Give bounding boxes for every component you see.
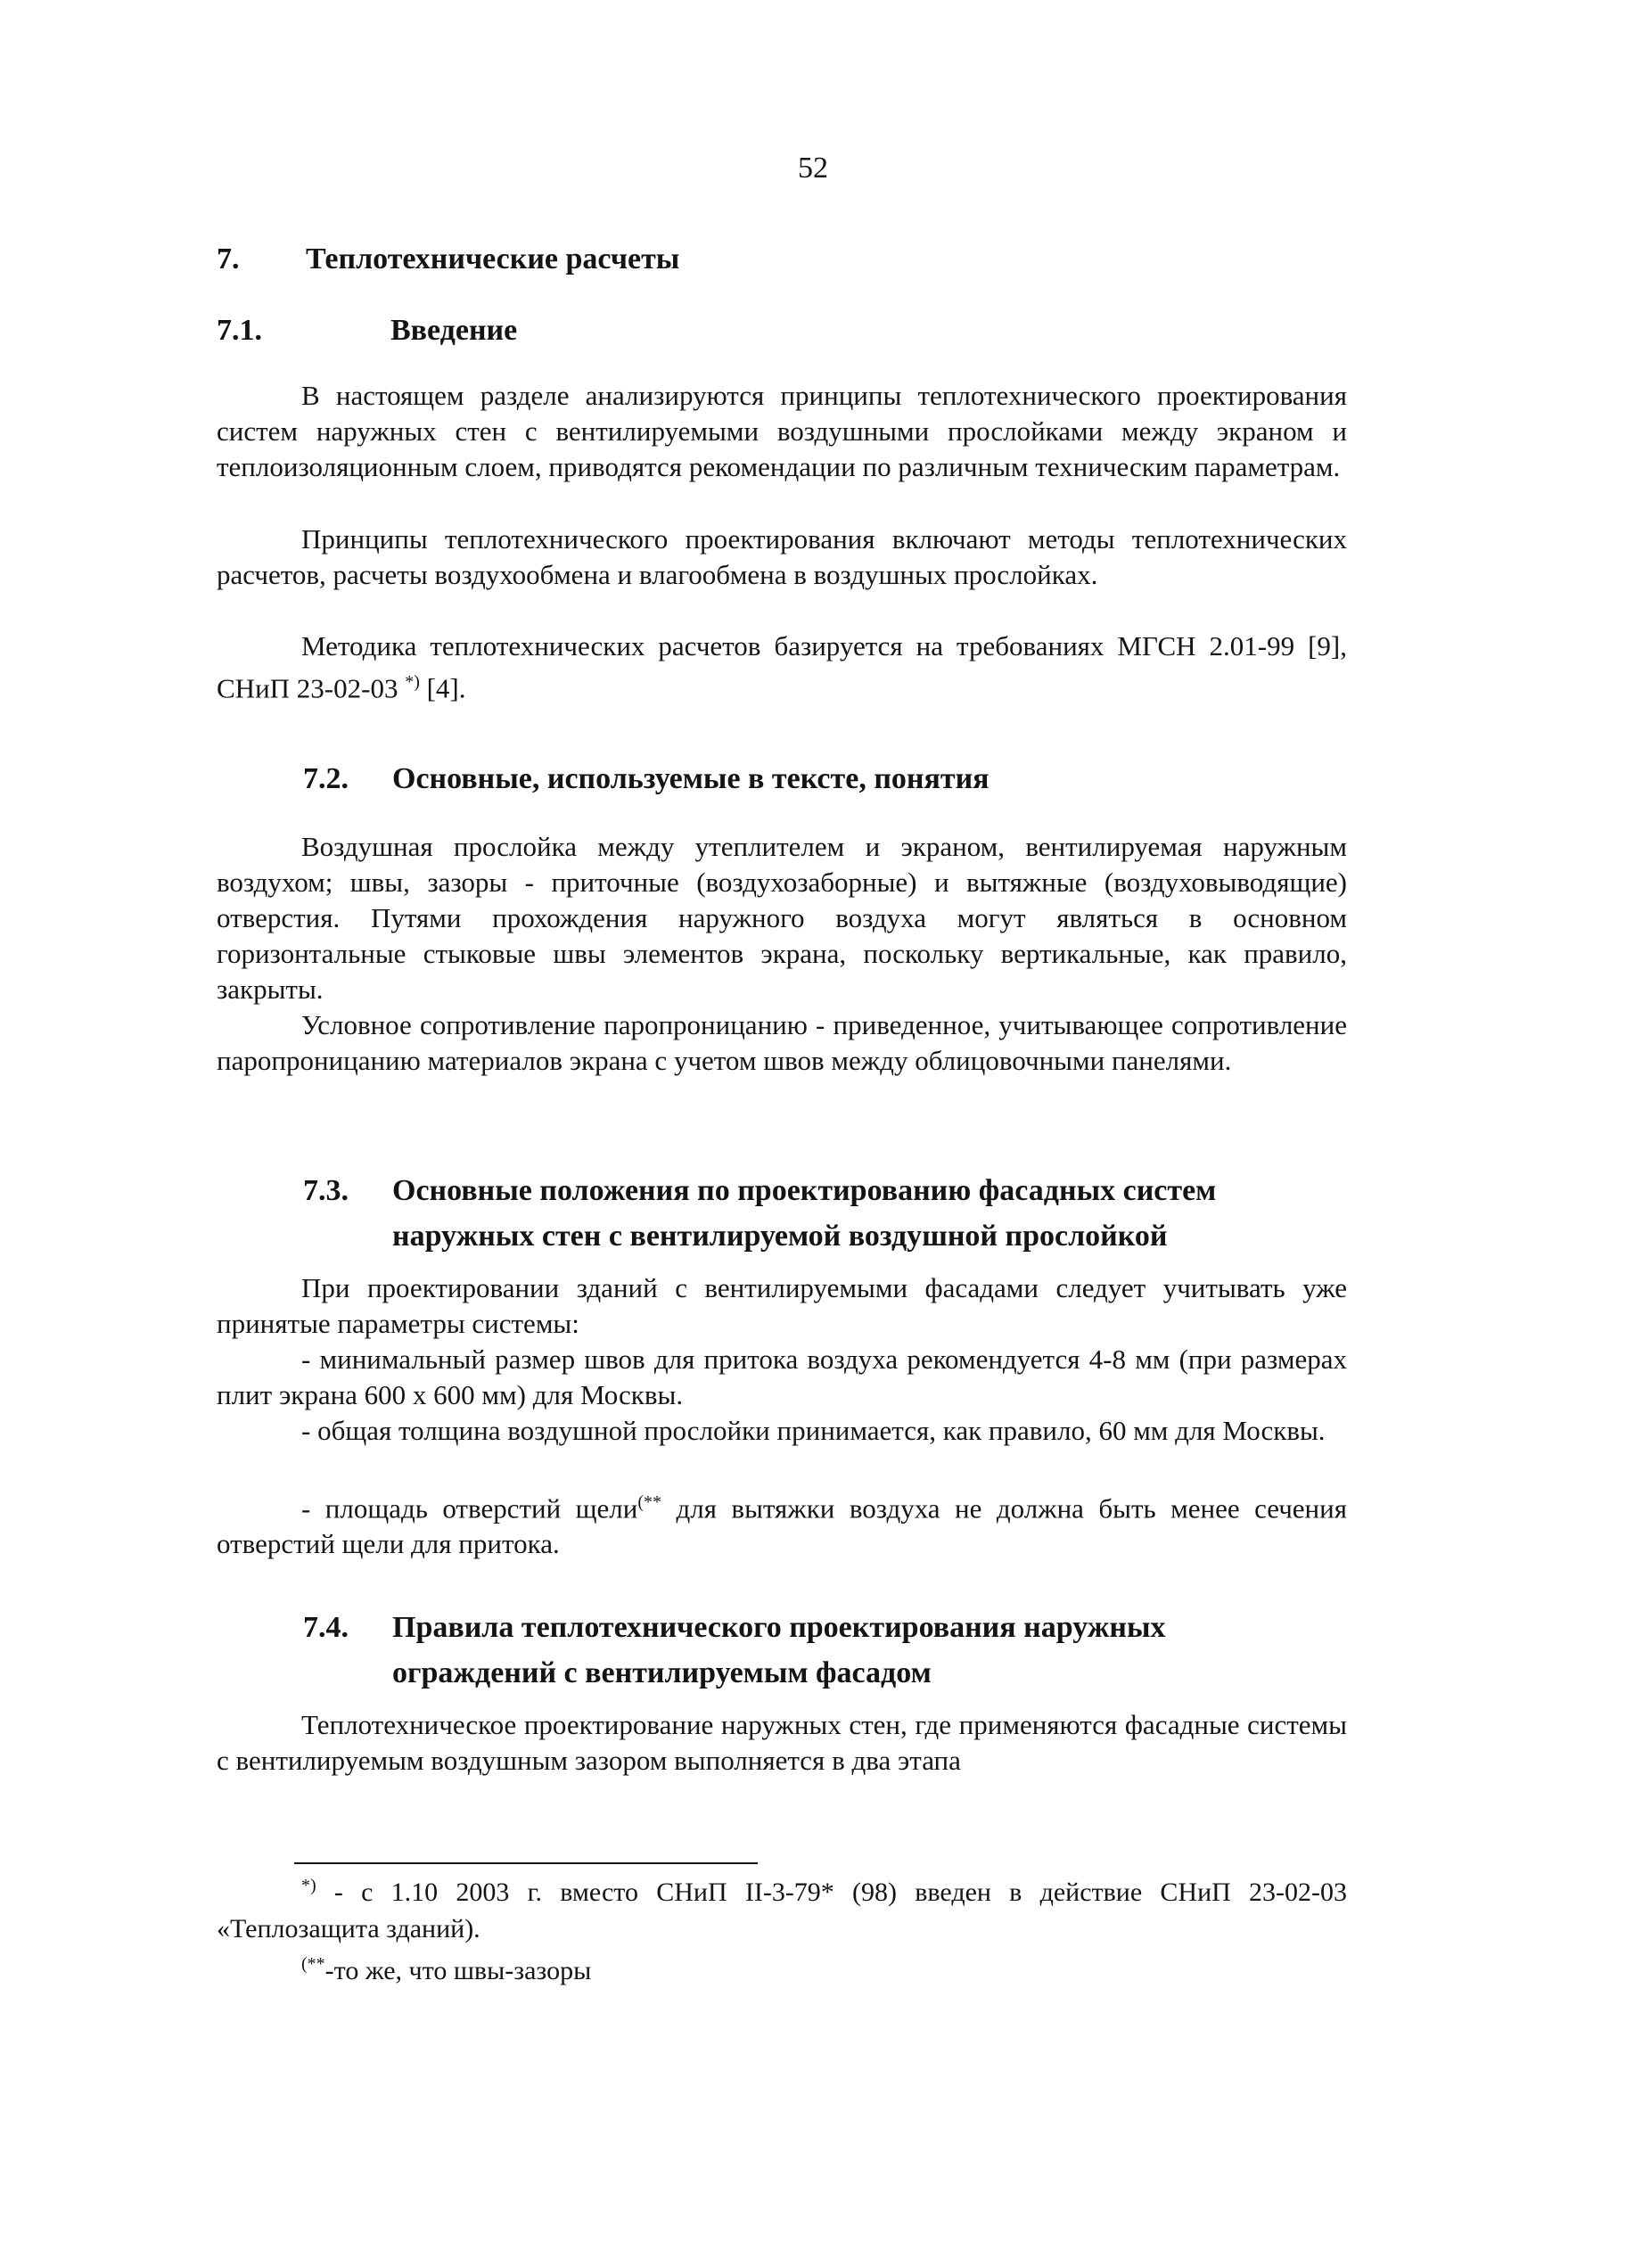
footnote-separator — [294, 1862, 758, 1864]
footnote — [217, 1868, 1347, 1947]
paragraph: При проектировании зданий с вентилируемыми фасадами следует учитывать уже принятые параметры системы: — [217, 1272, 1347, 1339]
title-line: Правила теплотехнического проектирования наружных — [392, 1611, 1166, 1644]
list-item: - общая толщина воздушной прослойки принимается, как правило, 60 мм для Москвы. — [301, 1415, 1326, 1446]
section-number: 7.2. — [303, 762, 349, 795]
footnote-marker: (** — [301, 1954, 325, 1974]
section-number: 7.3. — [303, 1174, 349, 1207]
section-title — [392, 1605, 1328, 1696]
paragraph-text: - площадь отверстий щели — [301, 1492, 638, 1524]
paragraph-text: для вытяжки воздуха не должна быть менее сечения отверстий щели для притока. — [217, 1492, 1347, 1560]
footnote-marker: (** — [637, 1492, 662, 1512]
title-line: наружных стен с вентилируемой воздушной прослойкой — [392, 1220, 1168, 1253]
list-item — [217, 1484, 1347, 1562]
page-number: 52 — [798, 152, 828, 185]
section-title: Основные, используемые в тексте, понятия — [392, 762, 990, 795]
paragraph: Воздушная прослойка между утеплителем и экраном, вентилируемая наружным воздухом; швы, зазоры - приточные (воздухозаборные) и вытяжные (воздуховыводящие) отверстия. Путями прохождения наружного воздуха могут являться в основном горизонтальные стыковые швы элементов экрана, поскольку вертикальные, как правило, закрыты. — [217, 831, 1347, 1005]
footnote-text: - с 1.10 2003 г. вместо СНиП II-3-79* (98) введен в действие СНиП 23-02-03 «Теплозащита зданий). — [217, 1878, 1347, 1943]
section-title: Теплотехнические расчеты — [306, 242, 680, 275]
paragraph: Теплотехническое проектирование наружных стен, где применяются фасадные системы с вентилируемым воздушным зазором выполняется в два этапа — [217, 1709, 1347, 1776]
footnote — [217, 1946, 1347, 1989]
footnote-text: -то же, что швы-зазоры — [324, 1956, 592, 1985]
paragraph — [217, 629, 1347, 706]
footnote-marker: *) — [405, 672, 420, 692]
section-number: 7.4. — [303, 1611, 349, 1644]
footnote-marker: *) — [301, 1876, 316, 1895]
section-title — [392, 1168, 1328, 1259]
section-number: 7.1. — [217, 314, 262, 347]
paragraph-text: Методика теплотехнических расчетов базируется на требованиях МГСН 2.01-99 [9], СНиП 23-02-03 — [217, 630, 1347, 704]
paragraph: Условное сопротивление паропроницанию - приведенное, учитывающее сопротивление паропроницанию материалов экрана с учетом швов между облицовочными панелями. — [217, 1009, 1347, 1076]
citation: [4]. — [419, 672, 466, 704]
section-number: 7. — [217, 242, 240, 275]
section-title: Введение — [390, 314, 518, 347]
paragraph: Принципы теплотехнического проектирования включают методы теплотехнических расчетов, расчеты воздухообмена и влагообмена в воздушных прослойках. — [217, 523, 1347, 590]
title-line: Основные положения по проектированию фасадных систем — [392, 1174, 1217, 1207]
title-line: ограждений с вентилируемым фасадом — [392, 1656, 932, 1689]
paragraph: В настоящем разделе анализируются принципы теплотехнического проектирования систем наружных стен с вентилируемыми воздушными прослойками между экраном и теплоизоляционным слоем, приводятся рекомендации по различным техническим параметрам. — [217, 380, 1347, 482]
list-item: - минимальный размер швов для притока воздуха рекомендуется 4-8 мм (при размерах плит экрана 600 x 600 мм) для Москвы. — [217, 1344, 1347, 1410]
